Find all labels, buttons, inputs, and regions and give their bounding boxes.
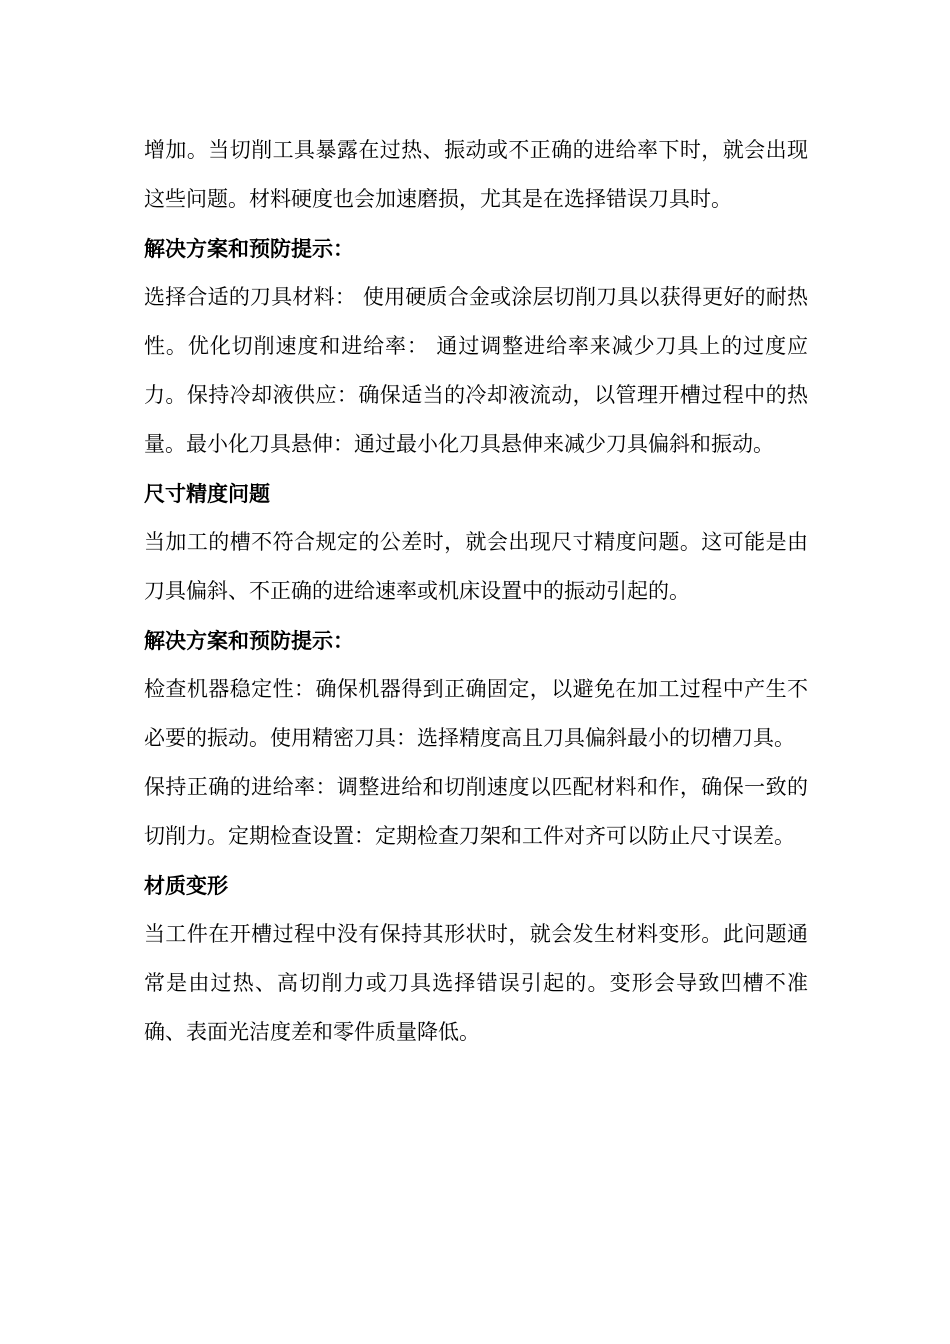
heading-material-deformation: 材质变形 xyxy=(144,873,228,898)
heading-solutions-1: 解决方案和预防提示： xyxy=(144,236,354,261)
document-page xyxy=(144,126,808,1057)
paragraph-solutions-2a: 检查机器稳定性：确保机器得到正确固定，以避免在加工过程中产生不必要的振动。使用精密刀具：选择精度高且刀具偏斜最小的切槽刀具。 xyxy=(144,677,808,750)
paragraph-tool-wear-causes: 增加。当切削工具暴露在过热、振动或不正确的进给率下时，就会出现这些问题。材料硬度也会加速磨损，尤其是在选择错误刀具时。 xyxy=(144,138,808,211)
paragraph-dimensional-accuracy: 当加工的槽不符合规定的公差时，就会出现尺寸精度问题。这可能是由刀具偏斜、不正确的进给速率或机床设置中的振动引起的。 xyxy=(144,530,808,603)
heading-solutions-2: 解决方案和预防提示： xyxy=(144,628,354,653)
paragraph-solutions-2b: 保持正确的进给率：调整进给和切削速度以匹配材料和作，确保一致的切削力。定期检查设置：定期检查刀架和工件对齐可以防止尺寸误差。 xyxy=(144,775,808,848)
heading-dimensional-accuracy: 尺寸精度问题 xyxy=(144,481,270,506)
paragraph-material-deformation: 当工件在开槽过程中没有保持其形状时，就会发生材料变形。此问题通常是由过热、高切削力或刀具选择错误引起的。变形会导致凹槽不准确、表面光洁度差和零件质量降低。 xyxy=(144,922,808,1044)
paragraph-solutions-1: 选择合适的刀具材料： 使用硬质合金或涂层切削刀具以获得更好的耐热性。优化切削速度和进给率： 通过调整进给率来减少刀具上的过度应力。保持冷却液供应：确保适当的冷却液流动，以管理开槽过程中的热量。最小化刀具悬伸：通过最小化刀具悬伸来减少刀具偏斜和振动。 xyxy=(144,285,808,456)
